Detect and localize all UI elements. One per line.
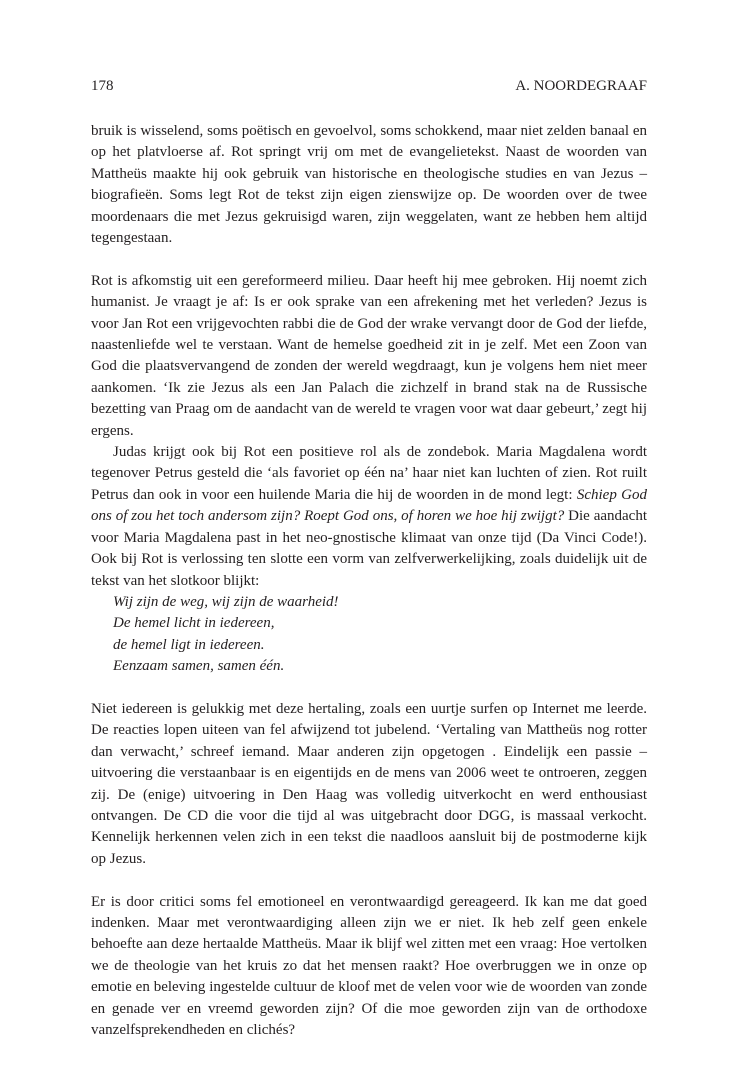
closing-choir-verse [113,592,647,678]
paragraph-3-text-a: Judas krijgt ook bij Rot een positieve rol als de zondebok. Maria Magdalena wordt tegenover Petrus gesteld die ‘als favoriet op één na’ haar niet kan luchten of zien. Rot ruilt Petrus dan ook in voor een huilende Maria die hij de woorden in de mond legt: [91,444,647,503]
verse-line: De hemel licht in iedereen, [113,615,275,632]
paragraph-4: Niet iedereen is gelukkig met deze hertaling, zoals een uurtje surfen op Internet me leerde. De reacties lopen uiteen van fel afwijzend tot jubelend. ‘Vertaling van Mattheüs nog rotter dan verwacht,’ schreef iemand. Maar anderen zijn opgetogen . Eindelijk een passie – uitvoering die verstaanbaar is en eigentijds en de mens van 2006 weet te ontroeren, zeggen zij. De (enige) uitvoering in Den Haag was volledig uitverkocht en werd enthousiast ontvangen. De CD die voor die tijd al was uitgebracht door DGG, is massaal verkocht. Kennelijk herkennen velen zich in een tekst die naadloos aansluit bij de postmoderne kijk op Jezus. [91,700,647,867]
paragraph-3-quote: Schiep God ons of zou het toch andersom zijn? Roept God ons, of horen we hoe hij zwijgt? [91,486,647,525]
running-title: A. NOORDEGRAAF [515,78,647,94]
paragraph-1: bruik is wisselend, soms poëtisch en gevoelvol, soms schokkend, maar niet zelden banaal en op het platvloerse af. Rot springt vrij om met de evangelietekst. Naast de woorden van Mattheüs maakte hij ook gebruik van historische en theologische studies en van Jezus –biografieën. Soms legt Rot de tekst zijn eigen zienswijze op. De woorden over de twee moordenaars die met Jezus gekruisigd waren, zijn weggelaten, want ze hebben hem altijd tegengestaan. [91,123,647,247]
paragraph-2: Rot is afkomstig uit een gereformeerd milieu. Daar heeft hij mee gebroken. Hij noemt zich humanist. Je vraagt je af: Is er ook sprake van een afrekening met het verleden? Jezus is voor Jan Rot een vrijgevochten rabbi die de God der wrake vervangt door de God der liefde, naastenliefde wel te verstaan. Want de hemelse goedheid zit in je zelf. Met een Zoon van God die plaatsvervangend de zonden der wereld wegdraagt, kun je volgens hem niet meer aankomen. ‘Ik zie Jezus als een Jan Palach die zichzelf in brand stak na de Russische bezetting van Praag om de aandacht van de wereld te vragen voor wat daar gebeurt,’ zegt hij ergens. [91,272,647,439]
page-number: 178 [91,78,114,94]
verse-line: Wij zijn de weg, wij zijn de waarheid! [113,593,339,610]
verse-line: Eenzaam samen, samen één. [113,658,285,675]
running-header [91,76,647,96]
verse-line: de hemel ligt in iedereen. [113,636,265,653]
paragraph-5: Er is door critici soms fel emotioneel en verontwaardigd gereageerd. Ik kan me dat goed indenken. Maar met verontwaardiging alleen zijn we er niet. Ik heb zelf geen enkele behoefte aan deze hertaalde Mattheüs. Maar ik blijf wel zitten met een vraag: Hoe vertolken we de theologie van het kruis zo dat het mensen raakt? Hoe overbruggen we in onze op emotie en beleving ingestelde cultuur de kloof met de velen voor wie de woorden van zonde en genade ver en vreemd geworden zijn? Of die moe geworden zijn van de orthodoxe vanzelfsprekendheden en clichés? [91,893,647,1039]
paragraph-3 [91,442,647,592]
paragraph-3-text-b: Die aandacht voor Maria Magdalena past in het neo-gnostische klimaat van onze tijd (Da Vinci Code!). Ook bij Rot is verlossing ten slotte een vorm van zelfverwerkelijking, zoals duidelijk uit de tekst van het slotkoor blijkt: [91,508,647,589]
body-text [91,121,647,1041]
